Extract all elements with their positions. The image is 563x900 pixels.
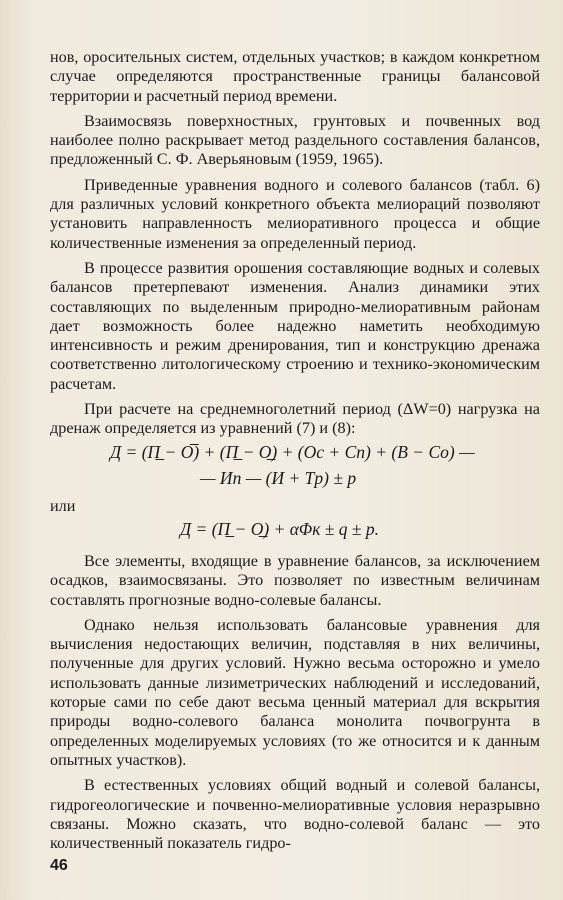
paragraph-8: В естественных условиях общий водный и солевой балансы, гидрогеологические и почвенно-мелиоративные условия неразрывно связаны. Можно сказать, что водно-солевой баланс — это количественный показатель гидро-	[50, 776, 540, 853]
paragraph-1: нов, оросительных систем, отдельных участков; в каждом конкретном случае определяются пространственные границы балансовой территории и расчетный период времени.	[50, 48, 540, 105]
paragraph-6: Все элементы, входящие в уравнение балансов, за исключением осадков, взаимосвязаны. Это позволяет по известным величинам составлять прогнозные водно-солевые балансы.	[50, 551, 540, 609]
conjunction-or: или	[50, 496, 76, 515]
paragraph-7: Однако нельзя использовать балансовые уравнения для вычисления недостающих величин, подставляя в них величины, полученные для других условий. Нужно весьма осторожно и умело использовать данные лизиметрических наблюдений и исследований, которые сами по себе дают весьма ценный материал для вскрытия природы водно-солевого баланса монолита почвогрунта в определенных моделируемых условиях (то же относится и к данным опытных участков).	[50, 615, 540, 769]
paragraph-5: При расчете на среднемноголетний период (ΔW=0) нагрузка на дренаж определяется из уравнений (7) и (8):	[50, 400, 540, 438]
paragraph-2: Взаимосвязь поверхностных, грунтовых и почвенных вод наиболее полно раскрывает метод раздельного составления балансов, предложенный С. Ф. Аверьяновым (1959, 1965).	[50, 111, 540, 169]
paragraph-4: В процессе развития орошения составляющие водных и солевых балансов претерпевают изменения. Анализ динамики этих составляющих по выделенным природно-мелиоративным районам дает возможность более надежно наметить необходимую интенсивность и режим дренирования, тип и конструкцию дренажа соответственно литологическому строению и технико-экономическим расчетам.	[50, 258, 540, 393]
formula-1: Д = (П̲ − О̅) + (П̲ − О̲) + (Oс + Cп) + (B − Cо) —	[110, 441, 475, 462]
page-number: 46	[50, 857, 68, 874]
formula-2: — Ип — (И + Tр) ± p	[200, 467, 357, 488]
page-text	[50, 48, 540, 853]
paragraph-3: Приведенные уравнения водного и солевого балансов (табл. 6) для различных условий конкретного объекта мелиораций позволяют установить направленность мелиоративного процесса и общие количественные изменения за определенный период.	[50, 175, 540, 252]
formula-3: Д = (П̲ − О̲) + αΦк ± q ± p.	[180, 518, 380, 539]
